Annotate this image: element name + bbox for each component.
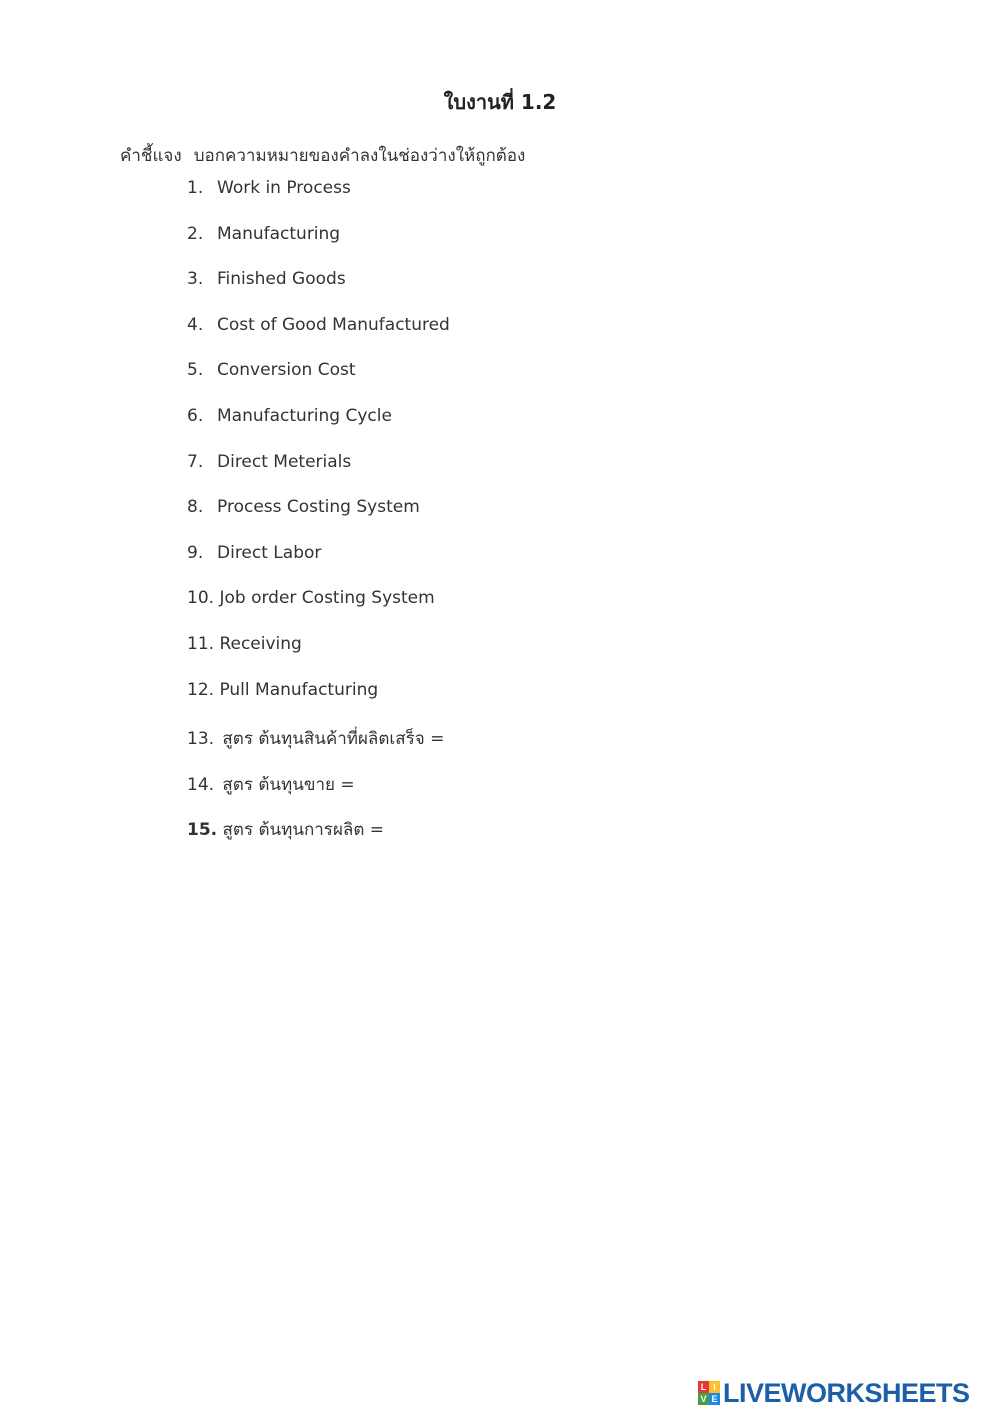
liveworksheets-logo: [698, 1378, 970, 1408]
list-item: [187, 360, 450, 406]
list-item: [187, 634, 450, 680]
item-text: สูตร ต้นทุนขาย =: [222, 774, 355, 795]
list-item: [187, 543, 450, 589]
list-item: [187, 588, 450, 634]
item-number: 13.: [187, 729, 215, 750]
instruction-label: คำชี้แจง: [120, 146, 182, 166]
item-text: Process Costing System: [217, 497, 420, 518]
item-text: Cost of Good Manufactured: [217, 314, 450, 335]
item-number: 7.: [187, 451, 204, 472]
item-text: Conversion Cost: [217, 360, 356, 381]
item-text: Direct Labor: [217, 542, 322, 563]
item-text: สูตร ต้นทุนสินค้าที่ผลิตเสร็จ =: [222, 729, 445, 750]
list-item: [187, 497, 450, 543]
list-item: [187, 771, 450, 817]
list-item: [187, 315, 450, 361]
list-item: [187, 680, 450, 726]
item-number: 9.: [187, 542, 204, 563]
item-text: Receiving: [219, 633, 302, 654]
item-number: 5.: [187, 360, 204, 381]
item-number: 11.: [187, 633, 215, 654]
list-item: [187, 224, 450, 270]
item-text: Pull Manufacturing: [219, 679, 379, 700]
item-number: 2.: [187, 223, 204, 244]
list-item: [187, 725, 450, 771]
logo-mark-letter: E: [709, 1393, 720, 1405]
item-text: Work in Process: [217, 178, 351, 198]
instruction-line: [120, 142, 525, 169]
item-text: สูตร ต้นทุนการผลิต =: [222, 820, 385, 841]
logo-mark-icon: [698, 1381, 720, 1405]
list-item: [187, 816, 450, 862]
item-number: 3.: [187, 269, 204, 290]
logo-mark-letter: I: [709, 1381, 720, 1393]
logo-mark-letter: L: [698, 1381, 709, 1393]
item-text: Manufacturing: [217, 223, 341, 244]
list-item: [187, 406, 450, 452]
term-list: [187, 178, 450, 862]
item-number: 12.: [187, 679, 215, 700]
list-item: [187, 452, 450, 498]
item-text: Job order Costing System: [219, 588, 435, 609]
item-number: 14.: [187, 774, 215, 795]
list-item: [187, 269, 450, 315]
item-number: 1.: [187, 178, 204, 198]
logo-mark-letter: V: [698, 1393, 709, 1405]
item-text: Direct Meterials: [217, 451, 352, 472]
item-text: Finished Goods: [217, 269, 346, 290]
item-number: 15.: [187, 820, 218, 841]
page-title: ใบงานที่ 1.2: [443, 90, 557, 114]
item-number: 8.: [187, 497, 204, 518]
list-item: [187, 178, 450, 224]
item-number: 10.: [187, 588, 215, 609]
item-number: 6.: [187, 405, 204, 426]
item-number: 4.: [187, 314, 204, 335]
instruction-text: บอกความหมายของคำลงในช่องว่างให้ถูกต้อง: [193, 146, 526, 166]
logo-text: LIVEWORKSHEETS: [723, 1377, 970, 1408]
item-text: Manufacturing Cycle: [217, 405, 392, 426]
